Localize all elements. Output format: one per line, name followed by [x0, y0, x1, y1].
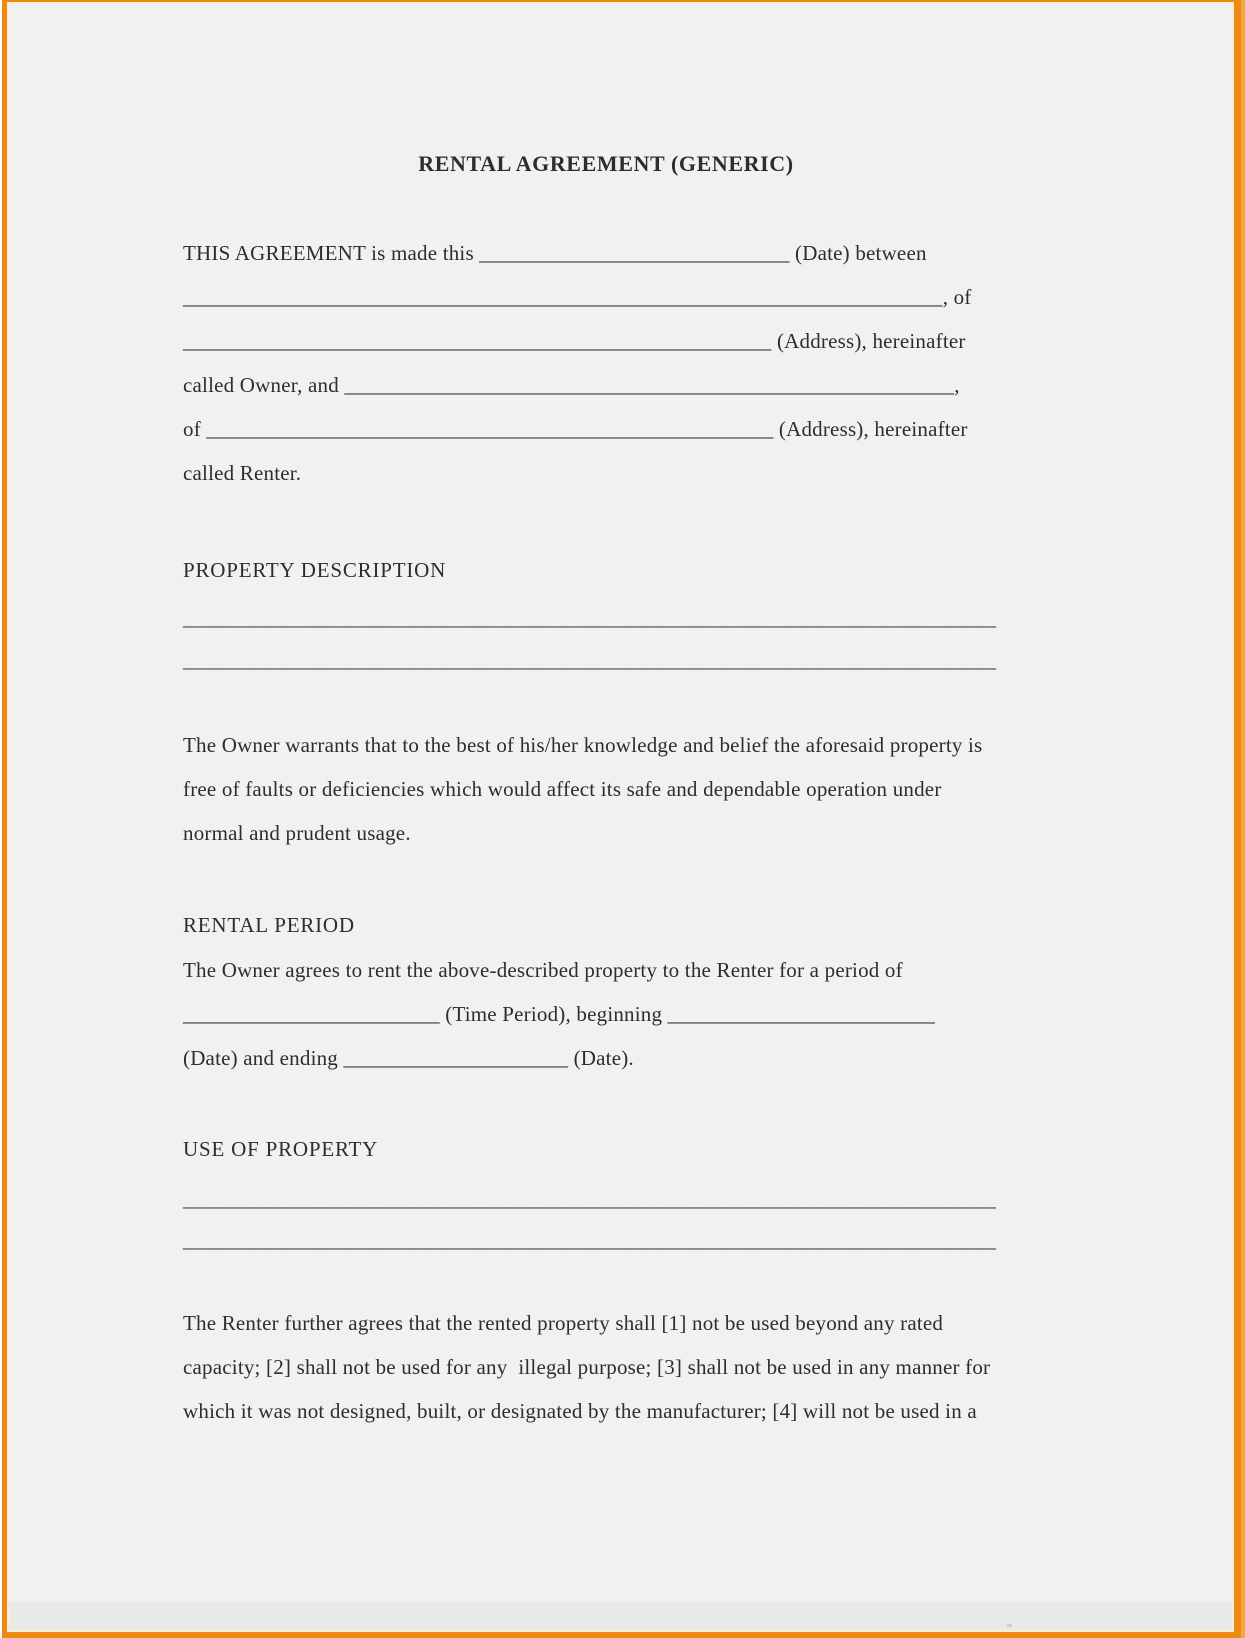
- blank-fill-line: ____________________________________________________________________________: [183, 606, 997, 630]
- renter-obligations-line: The Renter further agrees that the rented property shall [1] not be used beyond any rated: [183, 1311, 944, 1335]
- rental-period-line: ________________________ (Time Period), beginning _________________________: [183, 1002, 936, 1026]
- rental-period-line: The Owner agrees to rent the above-described property to the Renter for a period of: [183, 958, 903, 982]
- use-of-property-heading: USE OF PROPERTY: [183, 1137, 379, 1161]
- document-title: RENTAL AGREEMENT (GENERIC): [418, 151, 794, 176]
- renter-obligations-line: capacity; [2] shall not be used for any illegal purpose; [3] shall not be used in any manner for: [183, 1355, 991, 1379]
- warranty-line: free of faults or deficiencies which would affect its safe and dependable operation under: [183, 777, 942, 801]
- intro-line: _______________________________________________________________________, of: [183, 285, 972, 309]
- blank-fill-line: ____________________________________________________________________________: [183, 1187, 997, 1211]
- rental-period-line: (Date) and ending _____________________ (Date).: [183, 1046, 634, 1070]
- warranty-line: normal and prudent usage.: [183, 821, 411, 845]
- blank-fill-line: ____________________________________________________________________________: [183, 1228, 997, 1252]
- scan-artifact-speck: [1007, 1624, 1012, 1627]
- property-description-heading: PROPERTY DESCRIPTION: [183, 558, 447, 582]
- intro-line: _______________________________________________________ (Address), hereinafter: [183, 329, 966, 353]
- renter-obligations-line: which it was not designed, built, or designated by the manufacturer; [4] will not be used in a: [183, 1399, 977, 1423]
- warranty-line: The Owner warrants that to the best of his/her knowledge and belief the aforesaid property is: [183, 733, 983, 757]
- intro-line: called Owner, and _________________________________________________________,: [183, 373, 960, 397]
- rental-period-heading: RENTAL PERIOD: [183, 913, 355, 937]
- intro-line: THIS AGREEMENT is made this _____________________________ (Date) between: [183, 241, 927, 265]
- intro-line: called Renter.: [183, 461, 302, 485]
- intro-line: of _____________________________________________________ (Address), hereinafter: [183, 417, 968, 441]
- blank-fill-line: ____________________________________________________________________________: [183, 648, 997, 672]
